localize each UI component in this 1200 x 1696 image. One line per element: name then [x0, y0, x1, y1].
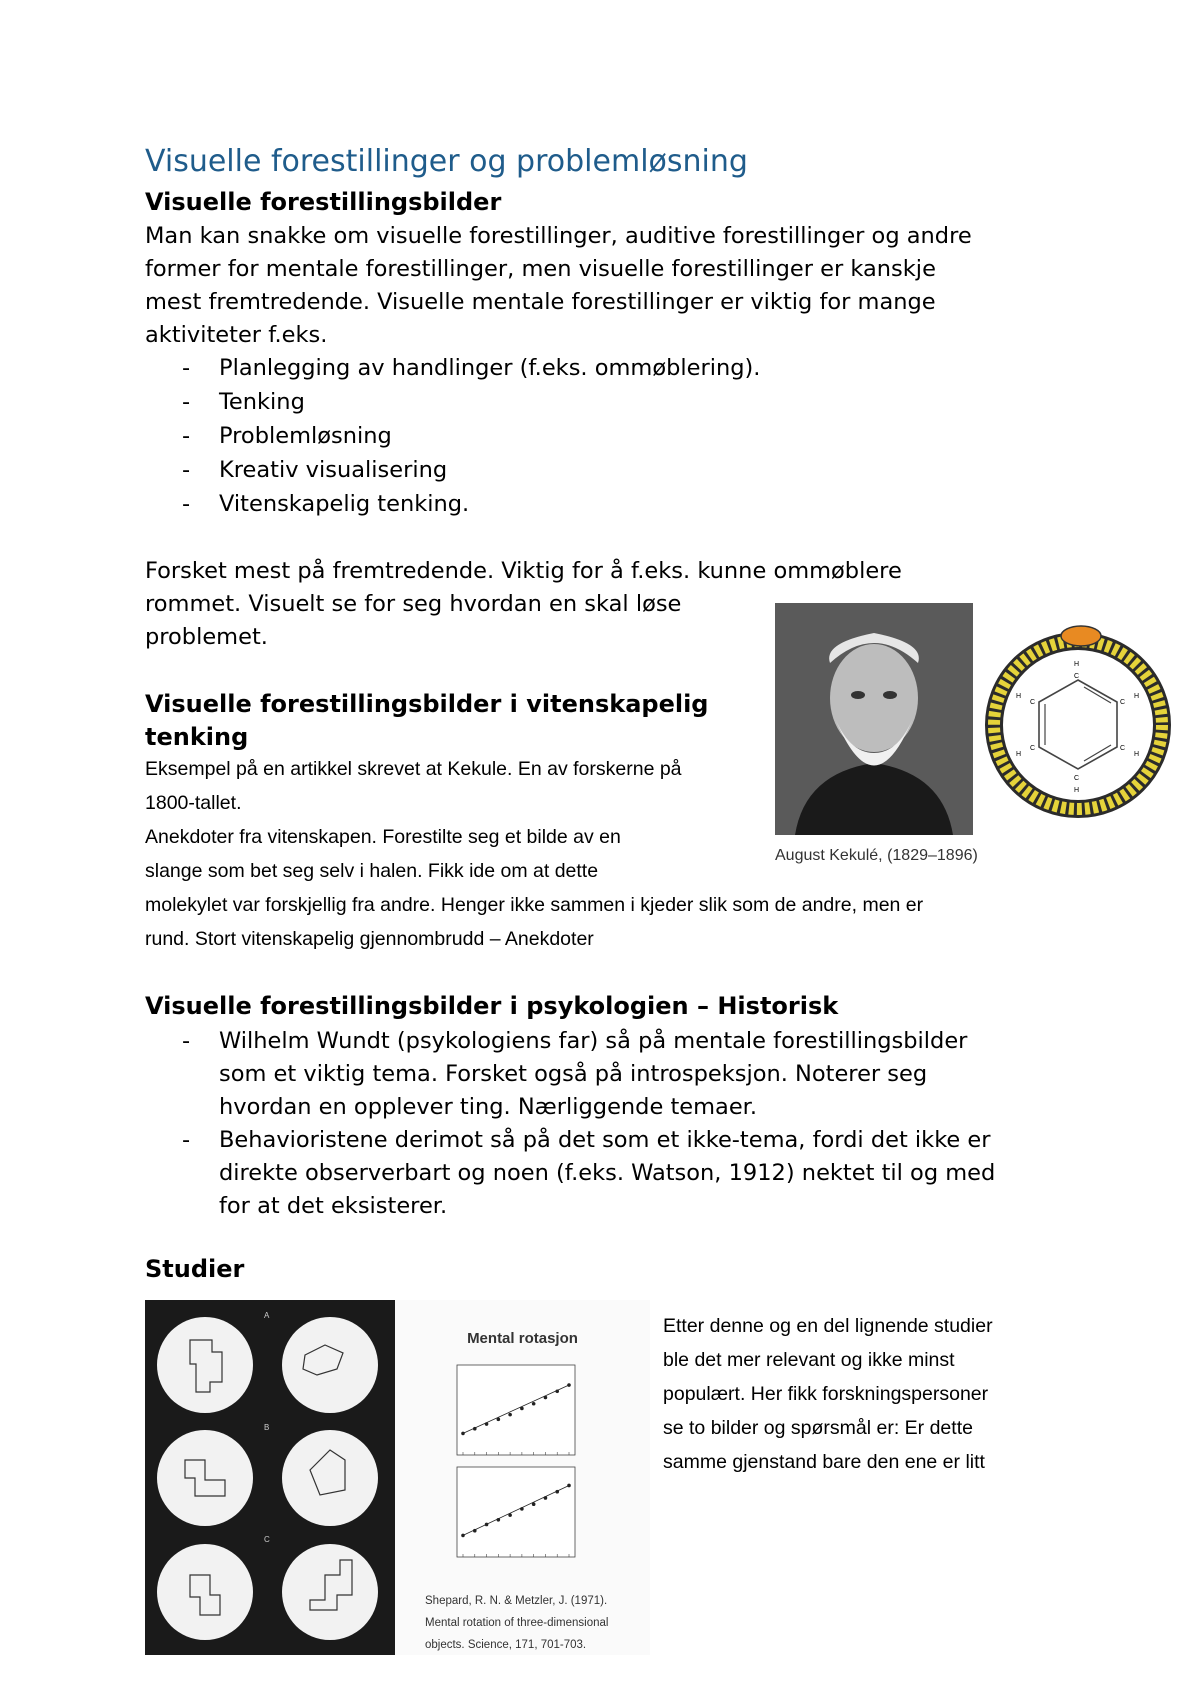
section-heading-scientific-thinking: Visuelle forestillingsbilder i vitenskapelig [145, 690, 709, 718]
chart-panel-frame [457, 1467, 575, 1557]
citation [425, 1590, 608, 1656]
ring-atom-label: H [1134, 751, 1140, 758]
data-point [544, 1396, 548, 1400]
bullet-marker: - [182, 491, 191, 517]
paragraph-line: rund. Stort vitenskapelig gjennombrudd – Anekdoter [145, 928, 594, 950]
figure-label: B [264, 1423, 270, 1432]
data-point [461, 1432, 465, 1436]
ring-atom-label: C [1120, 745, 1126, 752]
paragraph-line: slange som bet seg selv i halen. Fikk ide om at dette [145, 860, 599, 882]
paragraph-line: aktiviteter f.eks. [145, 322, 328, 348]
paragraph-line: samme gjenstand bare den ene er litt [663, 1451, 985, 1473]
page-title: Visuelle forestillinger og problemløsning [145, 144, 748, 179]
ring-atom-label: C [1074, 673, 1080, 680]
section3-body [145, 1025, 1095, 1225]
paragraph-line: ble det mer relevant og ikke minst [663, 1349, 955, 1371]
data-point [497, 1518, 501, 1522]
ring-atom-label: H [1016, 751, 1022, 758]
data-point [485, 1523, 489, 1527]
paragraph-line: se to bilder og spørsmål er: Er dette [663, 1417, 973, 1439]
ring-atom-label: H [1016, 693, 1022, 700]
paragraph-line: rommet. Visuelt se for seg hvordan en skal løse [145, 591, 682, 617]
bullet-marker: - [182, 457, 191, 483]
paragraph-line: Forsket mest på fremtredende. Viktig for å f.eks. kunne ommøblere [145, 558, 902, 584]
data-point [567, 1484, 571, 1488]
paragraph-line: populært. Her fikk forskningspersoner [663, 1383, 989, 1405]
bullet-item: Behavioristene derimot så på det som et ikke-tema, fordi det ikke er [219, 1127, 991, 1153]
ring-atom-label: C [1030, 699, 1036, 706]
data-point [473, 1529, 477, 1533]
data-point [485, 1422, 489, 1426]
studies-side-text [663, 1315, 1083, 1495]
data-point [520, 1407, 524, 1411]
data-point [508, 1513, 512, 1517]
bullet-item: Kreativ visualisering [219, 457, 448, 483]
bullet-marker: - [182, 1028, 191, 1054]
ring-atom-label: H [1074, 787, 1080, 794]
ring-atom-label: H [1134, 693, 1140, 700]
data-point [497, 1418, 501, 1422]
ring-atom-label: C [1030, 745, 1036, 752]
bullet-marker: - [182, 355, 191, 381]
figure-label: A [264, 1311, 270, 1320]
section-heading-psychology-history: Visuelle forestillingsbilder i psykologien – Historisk [145, 992, 839, 1020]
data-point [532, 1502, 536, 1506]
bullet-item: Tenking [219, 389, 305, 415]
paragraph-line: 1800-tallet. [145, 792, 242, 814]
bullet-item: direkte observerbart og noen (f.eks. Watson, 1912) nektet til og med [219, 1160, 996, 1186]
chart-panel-frame [457, 1365, 575, 1455]
ring-atom-label: C [1074, 775, 1080, 782]
bullet-item: Problemløsning [219, 423, 392, 449]
bullet-marker: - [182, 1127, 191, 1153]
paragraph-line: Man kan snakke om visuelle forestillinger, auditive forestillinger og andre [145, 223, 972, 249]
data-point [555, 1389, 559, 1393]
mental-rotation-stimuli-image [145, 1300, 395, 1655]
data-point [508, 1413, 512, 1417]
paragraph-line: mest fremtredende. Visuelle mentale forestillinger er viktig for mange [145, 289, 936, 315]
paragraph-line: Anekdoter fra vitenskapen. Forestilte seg et bilde av en [145, 826, 621, 848]
section2-body [145, 758, 1045, 958]
rotation-stimuli-illustration [145, 1300, 395, 1655]
bullet-marker: - [182, 389, 191, 415]
citation-line: objects. Science, 171, 701-703. [425, 1639, 587, 1651]
chart-svg [395, 1355, 650, 1570]
portrait-caption: August Kekulé, (1829–1896) [775, 847, 978, 864]
data-point [555, 1490, 559, 1494]
data-point [532, 1402, 536, 1406]
bullet-item: som et viktig tema. Forsket også på introspeksjon. Noterer seg [219, 1061, 928, 1087]
citation-line: Shepard, R. N. & Metzler, J. (1971). [425, 1595, 608, 1607]
data-point [461, 1534, 465, 1538]
ring-atom-label: C [1120, 699, 1126, 706]
section-heading-visual-imagery: Visuelle forestillingsbilder [145, 188, 502, 216]
ring-atom-label: H [1074, 661, 1080, 668]
data-point [520, 1507, 524, 1511]
bullet-item: hvordan en opplever ting. Nærliggende temaer. [219, 1094, 758, 1120]
bullet-item: Wilhelm Wundt (psykologiens far) så på mentale forestillingsbilder [219, 1028, 968, 1054]
paragraph-line: Etter denne og en del lignende studier [663, 1315, 993, 1337]
figure-label: C [264, 1535, 270, 1544]
section-heading-scientific-thinking-cont: tenking [145, 723, 249, 751]
chart-title: Mental rotasjon [467, 1330, 578, 1347]
citation-line: Mental rotation of three-dimensional [425, 1617, 609, 1629]
data-point [567, 1383, 571, 1387]
mental-rotation-chart [395, 1300, 650, 1655]
paragraph-line: molekylet var forskjellig fra andre. Henger ikke sammen i kjeder slik som de andre, men er [145, 894, 924, 916]
bullet-marker: - [182, 423, 191, 449]
data-point [544, 1496, 548, 1500]
section-heading-studies: Studier [145, 1255, 245, 1283]
paragraph-line: Eksempel på en artikkel skrevet at Kekule. En av forskerne på [145, 758, 682, 780]
paragraph-line: problemet. [145, 624, 268, 650]
bullet-item: Planlegging av handlinger (f.eks. ommøblering). [219, 355, 761, 381]
bullet-item: for at det eksisterer. [219, 1193, 448, 1219]
paragraph-line: former for mentale forestillinger, men visuelle forestillinger er kanskje [145, 256, 936, 282]
data-point [473, 1427, 477, 1431]
bullet-item: Vitenskapelig tenking. [219, 491, 470, 517]
